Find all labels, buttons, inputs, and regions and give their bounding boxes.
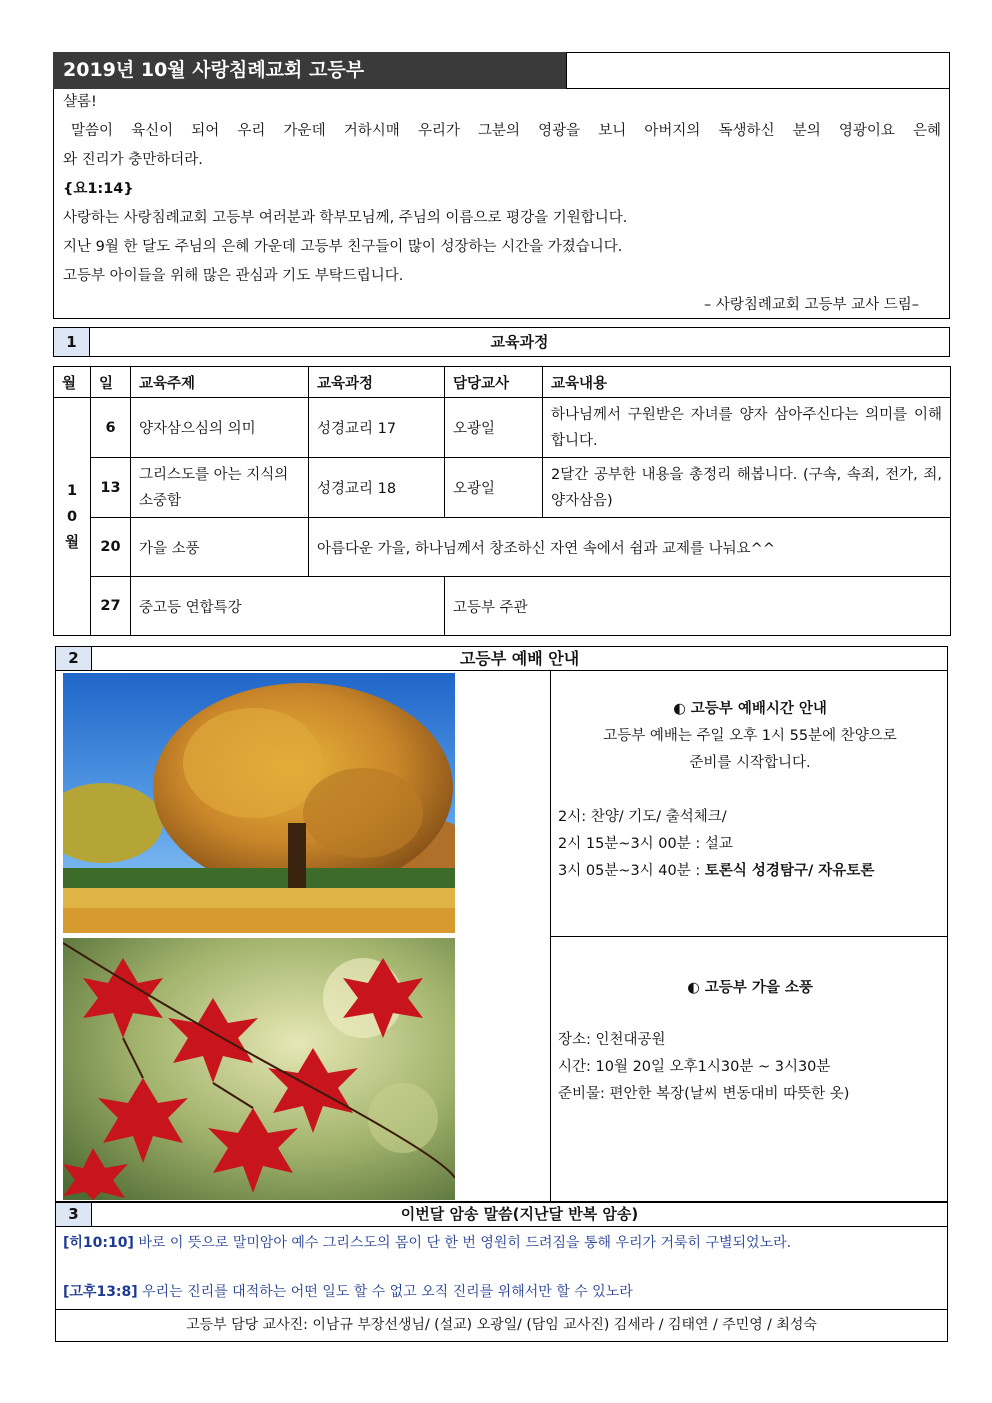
- worship-time-info: [558, 696, 942, 885]
- day-cell: 13: [91, 458, 131, 518]
- picnic-heading: ◐ 고등부 가을 소풍: [687, 980, 813, 996]
- schedule-item-1: 2시: 찬양/ 기도/ 출석체크/: [558, 809, 727, 825]
- picnic-supplies: 준비물: 편안한 복장(날씨 변동대비 따뜻한 옷): [558, 1086, 850, 1102]
- table-row: [54, 577, 951, 636]
- curriculum-table: [53, 366, 951, 636]
- picnic-info: [558, 975, 942, 1108]
- merged-content-cell: 고등부 주관: [445, 577, 951, 636]
- greeting-text: [63, 88, 941, 320]
- greeting-paragraph-1: 사랑하는 사랑침례교회 고등부 여러분과 학부모님께, 주님의 이름으로 평강을 기원합니다.: [63, 210, 628, 226]
- bible-verse-line1: 말씀이 육신이 되어 우리 가운데 거하시매 우리가 그분의 영광을 보니 아버지의 독생하신 분의 영광이요 은혜: [71, 123, 941, 139]
- section-1-number: 1: [53, 327, 90, 357]
- topic-cell: 그리스도를 아는 지식의 소중함: [131, 458, 309, 518]
- bible-verse-line2: 와 진리가 충만하더라.: [63, 152, 203, 168]
- memory-verse-2-text: 우리는 진리를 대적하는 어떤 일도 할 수 없고 오직 진리를 위해서만 할 수 있노라: [142, 1284, 633, 1300]
- topic-cell: 중고등 연합특강: [131, 577, 445, 636]
- staff-footer: 고등부 담당 교사진: 이남규 부장선생님/ (설교) 오광일/ (담임 교사진) 김세라 / 김태연 / 주민영 / 최성숙: [55, 1310, 948, 1342]
- worship-desc-line2: 준비를 시작합니다.: [689, 755, 811, 771]
- header-day: 일: [91, 367, 131, 398]
- memory-verse-2-ref: [고후13:8]: [63, 1284, 138, 1300]
- memory-verse-1: [63, 1232, 943, 1254]
- picnic-place: 장소: 인천대공원: [558, 1032, 666, 1048]
- table-row: [54, 458, 951, 518]
- schedule-item-3: 3시 05분~3시 40분 : 토론식 성경탐구/ 자유토론: [558, 863, 875, 879]
- schedule-item-3-bold: 토론식 성경탐구/ 자유토론: [704, 863, 875, 879]
- teacher-cell: 오광일: [445, 398, 543, 458]
- schedule-item-2: 2시 15분~3시 00분 : 설교: [558, 836, 733, 852]
- bible-verse-ref: {요1:14}: [63, 181, 134, 197]
- course-cell: 성경교리 17: [309, 398, 445, 458]
- page-title: 2019년 10월 사랑침례교회 고등부: [53, 52, 567, 89]
- table-row: [54, 518, 951, 577]
- table-row: [54, 398, 951, 458]
- section-1-title: 교육과정: [90, 327, 950, 357]
- section-2-number: 2: [55, 646, 92, 671]
- picnic-time: 시간: 10월 20일 오후1시30분 ~ 3시30분: [558, 1059, 831, 1075]
- table-header-row: [54, 367, 951, 398]
- greeting-salutation: 샬롬!: [63, 94, 97, 110]
- header-teacher: 담당교사: [445, 367, 543, 398]
- maple-leaves-photo: [63, 938, 455, 1200]
- content-cell: 하나님께서 구원받은 자녀를 양자 삼아주신다는 의미를 이해합니다.: [543, 398, 951, 458]
- header-course: 교육과정: [309, 367, 445, 398]
- section-2-title: 고등부 예배 안내: [92, 646, 948, 671]
- topic-cell: 양자삼으심의 의미: [131, 398, 309, 458]
- memory-verse-2: [63, 1281, 943, 1303]
- header-month: 월: [54, 367, 91, 398]
- title-bar-blank: [566, 52, 950, 89]
- day-cell: 20: [91, 518, 131, 577]
- worship-time-heading: ◐ 고등부 예배시간 안내: [673, 701, 827, 717]
- day-cell: 6: [91, 398, 131, 458]
- greeting-paragraph-2: 지난 9월 한 달도 주님의 은혜 가운데 고등부 친구들이 많이 성장하는 시간을 가졌습니다.: [63, 239, 623, 255]
- header-content: 교육내용: [543, 367, 951, 398]
- teacher-cell: 오광일: [445, 458, 543, 518]
- day-cell: 27: [91, 577, 131, 636]
- section-3-number: 3: [55, 1202, 92, 1227]
- content-cell: 2달간 공부한 내용을 총정리 해봅니다. (구속, 속죄, 전가, 죄, 양자삼음): [543, 458, 951, 518]
- month-cell: [54, 398, 91, 636]
- topic-cell: 가을 소풍: [131, 518, 309, 577]
- merged-content-cell: 아름다운 가을, 하나님께서 창조하신 자연 속에서 쉼과 교제를 나눠요^^: [309, 518, 951, 577]
- section-3-title: 이번달 암송 말씀(지난달 반복 암송): [92, 1202, 948, 1227]
- worship-desc-line1: 고등부 예배는 주일 오후 1시 55분에 찬양으로: [603, 728, 897, 744]
- month-label: 10월: [64, 482, 79, 551]
- memory-verse-1-text: 바로 이 뜻으로 말미암아 예수 그리스도의 몸이 단 한 번 영원히 드려짐을 통해 우리가 거룩히 구별되었노라.: [138, 1235, 792, 1251]
- memory-verse-1-ref: [히10:10]: [63, 1235, 134, 1251]
- signature: – 사랑침례교회 고등부 교사 드림–: [703, 297, 919, 313]
- header-topic: 교육주제: [131, 367, 309, 398]
- autumn-tree-photo: [63, 673, 455, 933]
- greeting-paragraph-3: 고등부 아이들을 위해 많은 관심과 기도 부탁드립니다.: [63, 268, 404, 284]
- course-cell: 성경교리 18: [309, 458, 445, 518]
